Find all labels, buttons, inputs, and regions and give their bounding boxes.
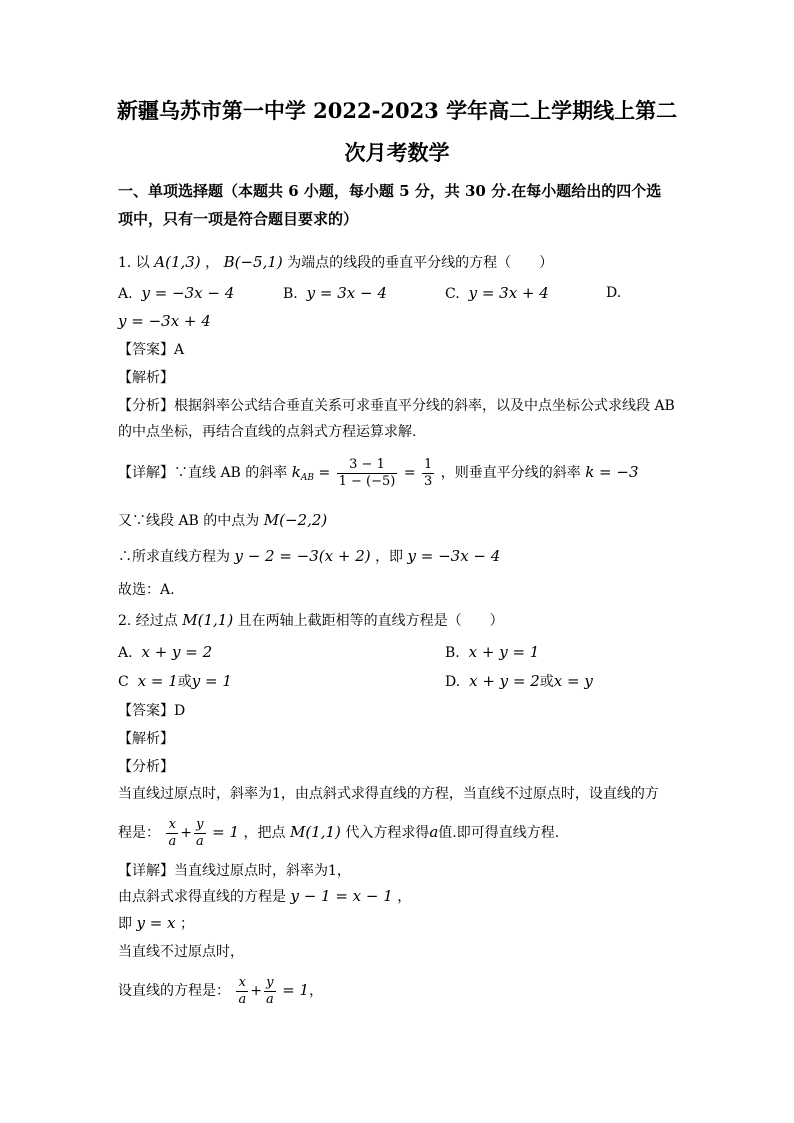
q1-midpoint-prefix: 又∵线段 AB 的中点为 — [118, 513, 260, 529]
q2-stem — [118, 610, 504, 631]
q2-frac-a2: a — [195, 833, 204, 849]
page-title-line1: 新疆乌苏市第一中学 2022-2023 学年高二上学期线上第二 — [116, 98, 678, 123]
q2-option-c-label: C — [118, 674, 129, 690]
q1-frac2-num: 1 — [424, 456, 433, 472]
q1-option-a-label: A. — [118, 286, 133, 302]
q2-option-a-label: A. — [118, 645, 133, 661]
q2-detail2-prefix: 由点斜式求得直线的方程是 — [118, 889, 286, 905]
q2-option-c-text2: y = 1 — [191, 672, 232, 690]
page-title-line2: 次月考数学 — [344, 140, 450, 165]
q1-option-a-text: y = −3x − 4 — [141, 284, 235, 302]
q2-option-a — [118, 642, 212, 663]
q1-fraction-2 — [422, 457, 434, 490]
q1-detail — [118, 450, 639, 500]
q2-detail2-eq: y − 1 = x − 1 — [290, 887, 393, 905]
q2-frac-a1: a — [168, 833, 177, 849]
q2-detail5-fraction-x-a — [236, 975, 248, 1008]
q2-point: M(1,1) — [182, 611, 234, 629]
q2-option-c-or: 或 — [177, 674, 192, 690]
q2-a-symbol: a — [429, 823, 439, 841]
q2-eq-one: = 1 — [212, 823, 240, 841]
q1-frac1-den: 1 − (−5) — [338, 473, 396, 489]
q2-fenxi-point: M(1,1) — [289, 823, 341, 841]
q2-detail5-frac-y: y — [264, 975, 276, 992]
q2-detail5-prefix: 设直线的方程是： — [118, 983, 230, 999]
q2-detail2-suffix: ， — [397, 889, 412, 905]
q1-k-result: k = −3 — [585, 463, 639, 481]
q2-detail3-prefix: 即 — [118, 916, 132, 932]
q2-option-d-text1: x + y = 2 — [469, 672, 540, 690]
q1-point-a: A(1,3) — [154, 253, 201, 271]
q1-frac1-num: 3 − 1 — [337, 457, 398, 474]
q1-fenxi-line1: 【分析】根据斜率公式结合垂直关系可求垂直平分线的斜率，以及中点坐标公式求线段 AB — [118, 398, 675, 414]
q2-fraction-y-a — [194, 817, 206, 850]
q1-line-eq-final: y = −3x − 4 — [407, 547, 501, 565]
q1-fenxi-line2: 的中点坐标，再结合直线的点斜式方程运算求解. — [118, 424, 417, 440]
q1-frac2-den: 3 — [424, 473, 433, 489]
q2-option-b-text: x + y = 1 — [468, 643, 540, 661]
q2-detail2 — [118, 886, 411, 907]
q2-detail3-suffix: ； — [179, 916, 194, 932]
q1-midpoint: M(−2,2) — [263, 511, 328, 529]
q1-line-equation — [118, 546, 500, 567]
q2-option-d — [445, 671, 593, 692]
q2-detail5-frac-a1: a — [238, 991, 247, 1007]
q2-detail5-plus: + — [250, 983, 262, 999]
q1-option-b — [283, 283, 387, 304]
q2-detail3-eq: y = x — [136, 914, 176, 932]
q1-analysis-heading: 【解析】 — [118, 370, 174, 386]
q2-fenxi-line2-mid2: 代入方程求得 — [345, 825, 430, 841]
q1-k-symbol: k — [291, 463, 301, 481]
q2-option-d-text2: x = y — [553, 672, 593, 690]
section-heading-line1: 一、单项选择题（本题共 6 小题，每小题 5 分，共 30 分.在每小题给出的四个选 — [118, 182, 662, 200]
q2-detail5 — [118, 968, 323, 1013]
q1-eq: = — [318, 465, 331, 481]
q1-option-c-label: C. — [445, 286, 460, 302]
q2-detail5-frac-x: x — [236, 975, 248, 992]
q2-option-b — [445, 642, 539, 663]
q2-detail5-eq-one: = 1 — [282, 981, 310, 999]
q2-fraction-x-a — [166, 817, 178, 850]
q1-option-d-text: y = −3x + 4 — [118, 312, 211, 330]
q1-sep: ， — [205, 255, 220, 271]
q1-detail-suffix: ，则垂直平分线的斜率 — [440, 465, 581, 481]
q2-option-d-label: D. — [445, 674, 461, 690]
q2-prefix: 2. 经过点 — [118, 613, 178, 629]
q1-stem-text: 为端点的线段的垂直平分线的方程（ ） — [287, 255, 554, 271]
q1-option-b-text: y = 3x − 4 — [306, 284, 387, 302]
q2-option-c — [118, 671, 232, 692]
q2-analysis-heading: 【解析】 — [118, 731, 174, 747]
q1-fraction-1 — [337, 457, 398, 490]
q2-frac-x: x — [166, 817, 178, 834]
q1-detail-prefix: 【详解】∵直线 AB 的斜率 — [118, 465, 288, 481]
section-heading-line2: 项中，只有一项是符合题目要求的） — [118, 210, 359, 228]
q2-detail1: 【详解】当直线过原点时，斜率为1， — [118, 863, 351, 879]
q1-k-sub: AB — [300, 473, 314, 483]
q2-plus: + — [180, 825, 192, 841]
q2-detail5-frac-a2: a — [265, 991, 274, 1007]
q1-midpoint-line — [118, 510, 327, 531]
q1-line-eq: y − 2 = −3(x + 2) — [234, 547, 371, 565]
q2-fenxi-line2-prefix: 程是： — [118, 825, 160, 841]
q1-conclusion: 故选：A. — [118, 582, 175, 598]
q2-frac-y: y — [194, 817, 206, 834]
q1-prefix: 1. 以 — [118, 255, 150, 271]
q2-detail3 — [118, 913, 194, 934]
q2-detail5-fraction-y-a — [264, 975, 276, 1008]
q2-fenxi-line1: 当直线过原点时，斜率为1，由点斜式求得直线的方程，当直线不过原点时，设直线的方 — [118, 786, 659, 802]
q2-option-d-or: 或 — [539, 674, 554, 690]
q1-answer: 【答案】A — [118, 342, 185, 358]
q2-fenxi-line2-mid: ，把点 — [243, 825, 286, 841]
q2-answer: 【答案】D — [118, 703, 186, 719]
q2-option-b-label: B. — [445, 645, 460, 661]
q1-option-b-label: B. — [283, 286, 298, 302]
q2-fenxi-line2-suffix: 值.即可得直线方程. — [438, 825, 560, 841]
q2-option-c-text1: x = 1 — [137, 672, 178, 690]
q1-point-b: B(−5,1) — [223, 253, 283, 271]
q2-detail4: 当直线不过原点时， — [118, 944, 244, 960]
q1-option-c-text: y = 3x + 4 — [468, 284, 549, 302]
q1-line-eq-prefix: ∴所求直线方程为 — [118, 549, 230, 565]
q1-option-d-label: D. — [606, 285, 622, 301]
q2-fenxi-line2 — [118, 810, 559, 855]
q1-eq2: = — [403, 465, 416, 481]
q1-stem — [118, 252, 553, 273]
q2-detail5-suffix: ， — [309, 983, 324, 999]
q2-stem-text: 且在两轴上截距相等的直线方程是（ ） — [237, 613, 504, 629]
q1-option-a — [118, 283, 234, 304]
q1-option-c — [445, 283, 549, 304]
q2-fenxi-heading: 【分析】 — [118, 759, 174, 775]
q2-option-a-text: x + y = 2 — [141, 643, 213, 661]
q1-line-eq-mid: ，即 — [375, 549, 404, 565]
